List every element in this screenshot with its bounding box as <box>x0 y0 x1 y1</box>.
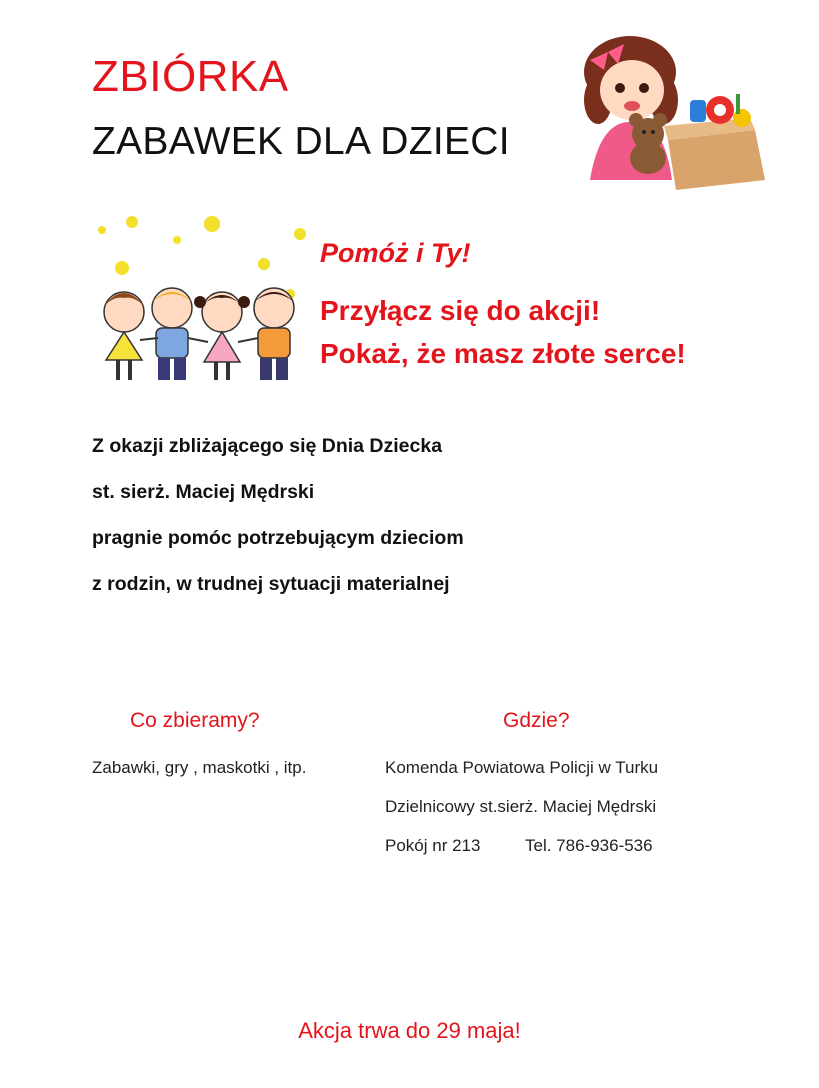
where-address: Komenda Powiatowa Policji w Turku <box>385 758 659 777</box>
intro-line-2: st. sierż. Maciej Mędrski <box>92 481 315 503</box>
slogan-join: Przyłącz się do akcji! <box>320 295 601 326</box>
intro-line-3: pragnie pomóc potrzebującym dzieciom <box>92 527 464 549</box>
intro-line-1: Z okazji zbliżającego się Dnia Dziecka <box>92 435 443 457</box>
where-officer: Dzielnicowy st.sierż. Maciej Mędrski <box>385 797 657 816</box>
intro-line-4: z rodzin, w trudnej sytuacji materialnej <box>92 573 450 595</box>
poster-subtitle: ZABAWEK DLA DZIECI <box>92 120 510 163</box>
girl-with-toy-box-illustration <box>560 30 770 190</box>
campaign-end-date: Akcja trwa do 29 maja! <box>298 1018 521 1043</box>
where-heading: Gdzie? <box>503 709 570 732</box>
where-room: Pokój nr 213 <box>385 836 481 855</box>
what-text: Zabawki, gry , maskotki , itp. <box>92 758 307 777</box>
slogan-heart: Pokaż, że masz złote serce! <box>320 338 686 369</box>
where-phone: Tel. 786-936-536 <box>525 836 653 855</box>
poster-title: ZBIÓRKA <box>92 52 289 101</box>
slogan-help: Pomóż i Ty! <box>320 238 471 268</box>
what-heading: Co zbieramy? <box>130 709 260 732</box>
children-holding-hands-illustration <box>92 210 312 400</box>
